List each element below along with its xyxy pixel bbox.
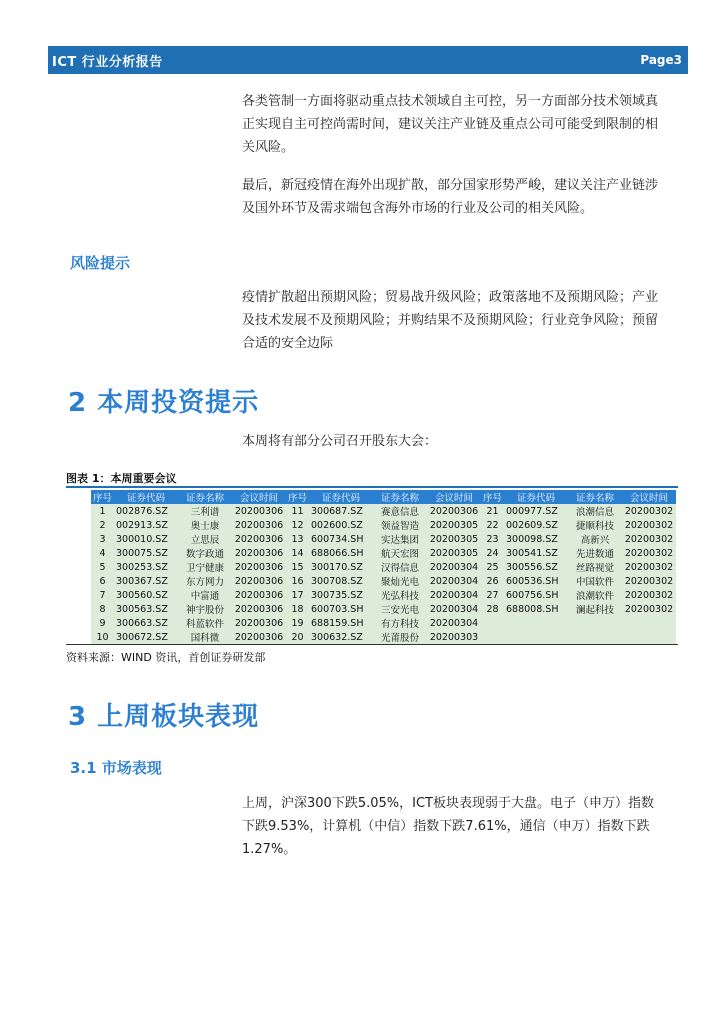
cell-code: 300632.SZ <box>309 630 373 644</box>
cell-date: 20200306 <box>232 630 286 644</box>
risk-heading: 风险提示 <box>70 254 131 272</box>
column-header: 会议时间 <box>232 490 286 504</box>
cell-no: 21 <box>481 504 504 518</box>
cell-name: 奥士康 <box>178 518 232 532</box>
cell-name: 浪潮信息 <box>568 504 622 518</box>
cell-no: 20 <box>286 630 309 644</box>
cell-no: 12 <box>286 518 309 532</box>
cell-name: 卫宁健康 <box>178 560 232 574</box>
table-caption: 图表 1：本周重要会议 <box>66 472 177 485</box>
cell-date: 20200306 <box>232 546 286 560</box>
cell-code: 000977.SZ <box>504 504 568 518</box>
cell-name: 三利谱 <box>178 504 232 518</box>
cell-date: 20200305 <box>427 546 481 560</box>
cell-empty <box>622 630 676 644</box>
cell-code: 688008.SH <box>504 602 568 616</box>
cell-no: 7 <box>91 588 114 602</box>
cell-code: 688159.SH <box>309 616 373 630</box>
cell-no: 25 <box>481 560 504 574</box>
intro-block <box>242 90 662 220</box>
cell-code: 600536.SH <box>504 574 568 588</box>
table-row <box>91 602 676 616</box>
cell-date: 20200304 <box>427 560 481 574</box>
cell-date: 20200306 <box>232 504 286 518</box>
cell-no: 9 <box>91 616 114 630</box>
cell-empty <box>622 616 676 630</box>
cell-code: 688066.SH <box>309 546 373 560</box>
meetings-table <box>91 490 676 644</box>
cell-no: 3 <box>91 532 114 546</box>
cell-name: 捷顺科技 <box>568 518 622 532</box>
table-row <box>91 504 676 518</box>
cell-code: 300541.SZ <box>504 546 568 560</box>
cell-code: 300075.SZ <box>114 546 178 560</box>
cell-code: 300708.SZ <box>309 574 373 588</box>
table-row <box>91 616 676 630</box>
cell-no: 13 <box>286 532 309 546</box>
cell-no: 28 <box>481 602 504 616</box>
column-header: 证券名称 <box>373 490 427 504</box>
section3-heading: 3 上周板块表现 <box>68 702 260 732</box>
cell-name: 领益智造 <box>373 518 427 532</box>
cell-empty <box>504 616 568 630</box>
cell-date: 20200304 <box>427 588 481 602</box>
cell-date: 20200304 <box>427 616 481 630</box>
cell-code: 300672.SZ <box>114 630 178 644</box>
cell-date: 20200306 <box>232 616 286 630</box>
cell-no: 17 <box>286 588 309 602</box>
cell-name: 国科微 <box>178 630 232 644</box>
cell-date: 20200306 <box>232 518 286 532</box>
intro-paragraph-1: 各类管制一方面将驱动重点技术领域自主可控，另一方面部分技术领域真正实现自主可控尚需时间，建议关注产业链及重点公司可能受到限制的相关风险。 <box>242 94 659 155</box>
cell-code: 300687.SZ <box>309 504 373 518</box>
cell-code: 600756.SH <box>504 588 568 602</box>
cell-name: 中富通 <box>178 588 232 602</box>
meetings-table-frame <box>66 486 678 645</box>
cell-no: 14 <box>286 546 309 560</box>
cell-empty <box>481 630 504 644</box>
table-row <box>91 560 676 574</box>
cell-code: 002876.SZ <box>114 504 178 518</box>
cell-name: 赛意信息 <box>373 504 427 518</box>
cell-name: 浪潮软件 <box>568 588 622 602</box>
cell-empty <box>568 616 622 630</box>
cell-date: 20200306 <box>427 504 481 518</box>
cell-code: 600734.SH <box>309 532 373 546</box>
cell-code: 300098.SZ <box>504 532 568 546</box>
section2-heading: 2 本周投资提示 <box>68 388 260 418</box>
cell-date: 20200302 <box>622 532 676 546</box>
cell-name: 中国软件 <box>568 574 622 588</box>
cell-date: 20200302 <box>622 546 676 560</box>
column-header: 证券名称 <box>178 490 232 504</box>
cell-no: 1 <box>91 504 114 518</box>
cell-date: 20200303 <box>427 630 481 644</box>
page-header <box>48 46 688 74</box>
cell-name: 光弘科技 <box>373 588 427 602</box>
cell-date: 20200306 <box>232 532 286 546</box>
column-header: 证券代码 <box>114 490 178 504</box>
cell-code: 002600.SZ <box>309 518 373 532</box>
column-header: 证券代码 <box>309 490 373 504</box>
cell-no: 15 <box>286 560 309 574</box>
cell-date: 20200306 <box>232 588 286 602</box>
cell-name: 实达集团 <box>373 532 427 546</box>
column-header: 序号 <box>91 490 114 504</box>
page-number: Page3 <box>640 53 682 67</box>
cell-no: 18 <box>286 602 309 616</box>
section3-subheading: 3.1 市场表现 <box>70 759 162 777</box>
cell-date: 20200306 <box>232 602 286 616</box>
cell-no: 26 <box>481 574 504 588</box>
cell-empty <box>481 616 504 630</box>
cell-name: 科蓝软件 <box>178 616 232 630</box>
cell-name: 澜起科技 <box>568 602 622 616</box>
cell-name: 光莆股份 <box>373 630 427 644</box>
cell-date: 20200306 <box>232 560 286 574</box>
cell-no: 11 <box>286 504 309 518</box>
cell-no: 10 <box>91 630 114 644</box>
cell-name: 汉得信息 <box>373 560 427 574</box>
cell-no: 22 <box>481 518 504 532</box>
cell-name: 神宇股份 <box>178 602 232 616</box>
cell-no: 6 <box>91 574 114 588</box>
cell-no: 24 <box>481 546 504 560</box>
table-row <box>91 546 676 560</box>
table-row <box>91 532 676 546</box>
cell-code: 300170.SZ <box>309 560 373 574</box>
cell-date: 20200302 <box>622 602 676 616</box>
cell-empty <box>504 630 568 644</box>
cell-name: 丝路视觉 <box>568 560 622 574</box>
cell-date: 20200302 <box>622 560 676 574</box>
table-source: 资料来源：WIND 资讯，首创证券研发部 <box>66 651 266 664</box>
risk-text: 疫情扩散超出预期风险；贸易战升级风险；政策落地不及预期风险；产业及技术发展不及预期风险；并购结果不及预期风险；行业竞争风险；预留合适的安全边际 <box>242 290 659 351</box>
table-row <box>91 574 676 588</box>
cell-name: 三安光电 <box>373 602 427 616</box>
cell-no: 19 <box>286 616 309 630</box>
cell-date: 20200305 <box>427 518 481 532</box>
table-row <box>91 518 676 532</box>
cell-date: 20200302 <box>622 588 676 602</box>
column-header: 证券代码 <box>504 490 568 504</box>
report-title: ICT 行业分析报告 <box>52 54 163 70</box>
cell-code: 600703.SH <box>309 602 373 616</box>
cell-code: 300253.SZ <box>114 560 178 574</box>
cell-code: 300560.SZ <box>114 588 178 602</box>
cell-date: 20200302 <box>622 574 676 588</box>
cell-name: 高新兴 <box>568 532 622 546</box>
cell-no: 5 <box>91 560 114 574</box>
section2-text: 本周将有部分公司召开股东大会： <box>242 434 438 449</box>
cell-name: 航天宏图 <box>373 546 427 560</box>
section3-text: 上周，沪深300下跌5.05%，ICT板块表现弱于大盘。电子（申万）指数下跌9.53%，计算机（中信）指数下跌7.61%，通信（申万）指数下跌1.27%。 <box>242 796 654 857</box>
cell-name: 聚灿光电 <box>373 574 427 588</box>
cell-no: 2 <box>91 518 114 532</box>
cell-date: 20200305 <box>427 532 481 546</box>
column-header: 证券名称 <box>568 490 622 504</box>
cell-no: 27 <box>481 588 504 602</box>
cell-code: 300663.SZ <box>114 616 178 630</box>
table-header-row <box>91 490 676 504</box>
cell-name: 立思辰 <box>178 532 232 546</box>
cell-date: 20200304 <box>427 602 481 616</box>
cell-name: 东方网力 <box>178 574 232 588</box>
cell-no: 23 <box>481 532 504 546</box>
column-header: 会议时间 <box>427 490 481 504</box>
table-row <box>91 588 676 602</box>
cell-date: 20200304 <box>427 574 481 588</box>
table-row <box>91 630 676 644</box>
cell-code: 300010.SZ <box>114 532 178 546</box>
column-header: 会议时间 <box>622 490 676 504</box>
cell-no: 8 <box>91 602 114 616</box>
cell-date: 20200306 <box>232 574 286 588</box>
cell-date: 20200302 <box>622 518 676 532</box>
intro-paragraph-2: 最后，新冠疫情在海外出现扩散，部分国家形势严峻，建议关注产业链涉及国外环节及需求端包含海外市场的行业及公司的相关风险。 <box>242 178 659 216</box>
cell-code: 300735.SZ <box>309 588 373 602</box>
cell-code: 002913.SZ <box>114 518 178 532</box>
cell-no: 4 <box>91 546 114 560</box>
cell-name: 数字政通 <box>178 546 232 560</box>
cell-name: 先进数通 <box>568 546 622 560</box>
cell-code: 300367.SZ <box>114 574 178 588</box>
cell-code: 002609.SZ <box>504 518 568 532</box>
cell-no: 16 <box>286 574 309 588</box>
cell-name: 有方科技 <box>373 616 427 630</box>
column-header: 序号 <box>481 490 504 504</box>
cell-empty <box>568 630 622 644</box>
cell-code: 300556.SZ <box>504 560 568 574</box>
cell-code: 300563.SZ <box>114 602 178 616</box>
cell-date: 20200302 <box>622 504 676 518</box>
column-header: 序号 <box>286 490 309 504</box>
